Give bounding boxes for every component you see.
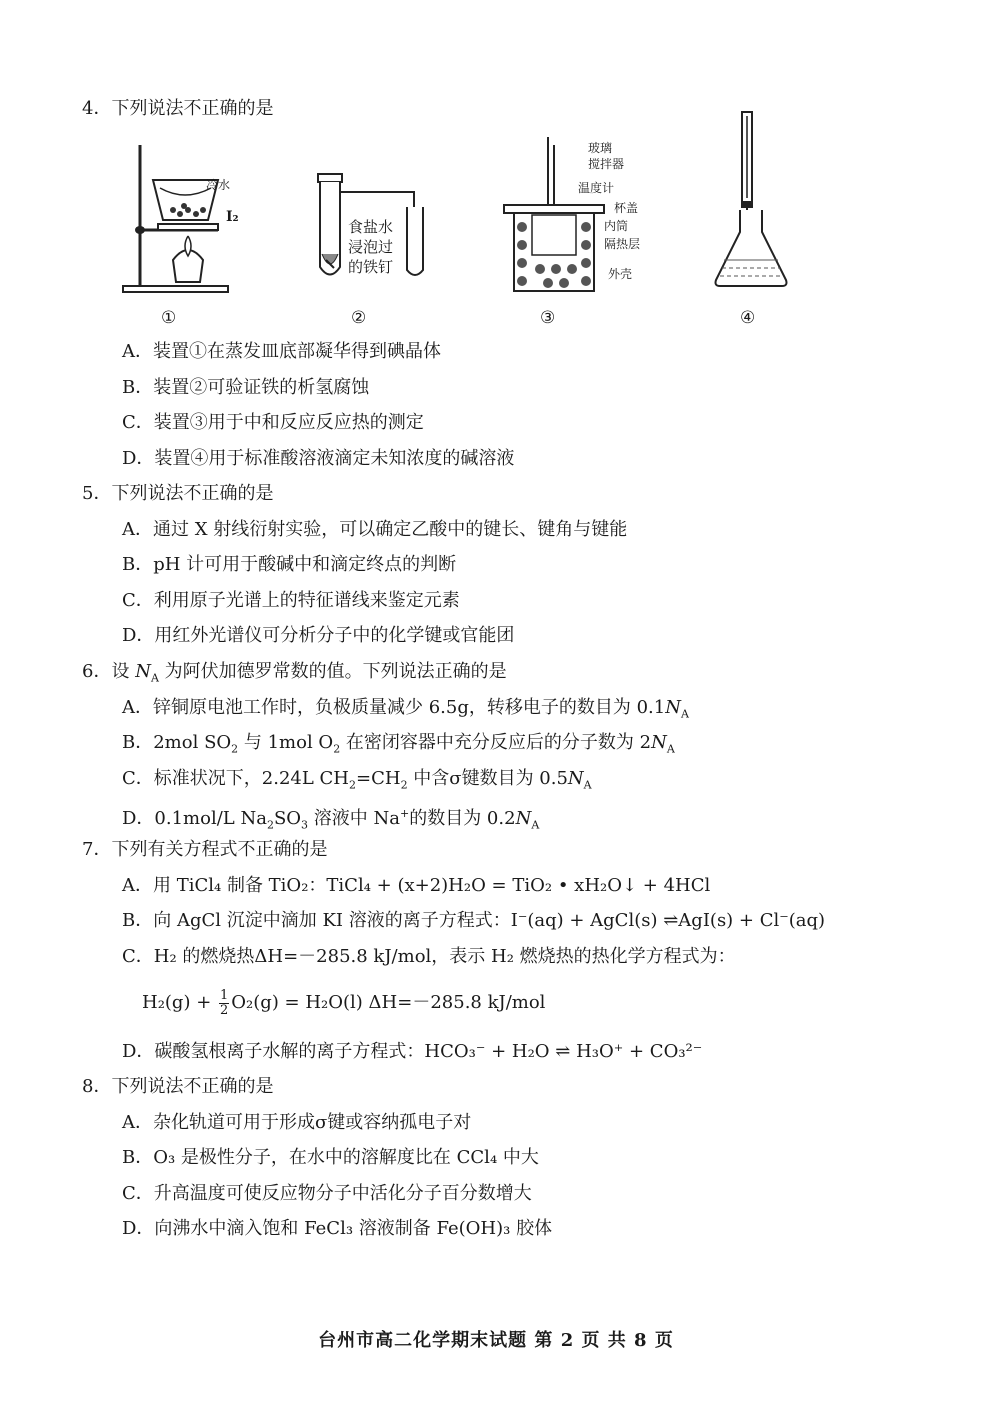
q5-option-b: B．pH 计可用于酸碱中和滴定终点的判断 [122, 554, 457, 575]
q8-option-a: A．杂化轨道可用于形成σ键或容纳孤电子对 [122, 1112, 472, 1133]
iodine-label: I₂ [226, 209, 239, 225]
q5-stem: 5．下列说法不正确的是 [82, 483, 274, 504]
q4-option-b: B．装置②可验证铁的析氢腐蚀 [122, 377, 370, 398]
q4-option-d: D．装置④用于标准酸溶液滴定未知浓度的碱溶液 [122, 448, 515, 469]
shell-label: 外壳 [608, 267, 633, 281]
q7-option-c: C．H₂ 的燃烧热ΔH=－285.8 kJ/mol，表示 H₂ 燃烧热的热化学方程式为： [122, 946, 736, 967]
figure-4-titration [712, 110, 792, 290]
q5-option-d: D．用红外光谱仪可分析分子中的化学键或官能团 [122, 625, 515, 646]
page-footer: 台州市高二化学期末试题 第 2 页 共 8 页 [318, 1330, 674, 1351]
figure-1-sublimation [118, 140, 258, 295]
figure-label-4: ④ [740, 308, 756, 328]
q7-option-b: B．向 AgCl 沉淀中滴加 KI 溶液的离子方程式：I⁻(aq) + AgCl(s) ⇌AgI(s) + Cl⁻(aq) [122, 910, 826, 931]
q7-thermochemical-equation: H₂(g) + $\frac{1}{2}$ O₂(g) = H₂O(l) ΔH=－285.8 kJ/mol [142, 987, 546, 1018]
q6-option-d: D．0.1mol/L $Na_2SO_3$ 溶液中 Na+的数目为 $0.2N_A$ [122, 807, 540, 832]
q6-option-b: B．2mol $SO_2$ 与 1mol $O_2$ 在密闭容器中充分反应后的分子数为 $2N_A$ [122, 732, 675, 756]
q7-option-d: D．碳酸氢根离子水解的离子方程式：HCO₃⁻ + H₂O ⇌ H₃O⁺ + CO₃²⁻ [122, 1041, 703, 1062]
q7-stem: 7．下列有关方程式不正确的是 [82, 839, 328, 860]
q8-option-c: C．升高温度可使反应物分子中活化分子百分数增大 [122, 1183, 532, 1204]
q6-option-a: A．锌铜原电池工作时，负极质量减少 6.5g，转移电子的数目为 $0.1N_A$ [122, 697, 689, 721]
figure-label-2: ② [351, 308, 367, 328]
figure-2-corrosion [312, 172, 442, 287]
fig2-label-line2: 浸泡过 [348, 238, 394, 256]
fraction-one-half: $\frac{1}{2}$ [220, 987, 229, 1018]
figure-label-3: ③ [540, 308, 556, 328]
figure-3-calorimeter [500, 135, 641, 295]
q8-option-d: D．向沸水中滴入饱和 FeCl₃ 溶液制备 Fe(OH)₃ 胶体 [122, 1218, 553, 1239]
q7-option-a: A．用 TiCl₄ 制备 TiO₂：TiCl₄ + (x+2)H₂O = TiO₂ • xH₂O↓ + 4HCl [122, 875, 711, 896]
cold-water-label: 冷水 [206, 178, 231, 192]
lid-label: 杯盖 [614, 201, 639, 215]
stirrer-label-2: 搅拌器 [588, 157, 625, 171]
q5-option-c: C．利用原子光谱上的特征谱线来鉴定元素 [122, 590, 460, 611]
q8-stem: 8．下列说法不正确的是 [82, 1076, 274, 1097]
q4-option-c: C．装置③用于中和反应反应热的测定 [122, 412, 424, 433]
inner-cylinder-label: 内筒 [604, 219, 629, 233]
fig2-label-line3: 的铁钉 [348, 258, 394, 276]
q4-stem: 4．下列说法不正确的是 [82, 98, 274, 119]
fig2-label-line1: 食盐水 [348, 218, 394, 236]
figure-label-1: ① [161, 308, 177, 328]
titration-drawing [712, 110, 792, 290]
q5-option-a: A．通过 X 射线衍射实验，可以确定乙酸中的键长、键角与键能 [122, 519, 628, 540]
thermometer-label: 温度计 [578, 181, 615, 195]
q6-option-c: C．标准状况下，2.24L $CH_2=CH_2$ 中含σ键数目为 $0.5N_A$ [122, 768, 592, 792]
stirrer-label-1: 玻璃 [588, 141, 613, 155]
q4-option-a: A．装置①在蒸发皿底部凝华得到碘晶体 [122, 341, 441, 362]
q8-option-b: B．O₃ 是极性分子，在水中的溶解度比在 CCl₄ 中大 [122, 1147, 539, 1168]
insulation-label: 隔热层 [604, 237, 641, 251]
q6-stem: 6．设 $N_A$ 为阿伏加德罗常数的值。下列说法正确的是 [82, 661, 507, 685]
